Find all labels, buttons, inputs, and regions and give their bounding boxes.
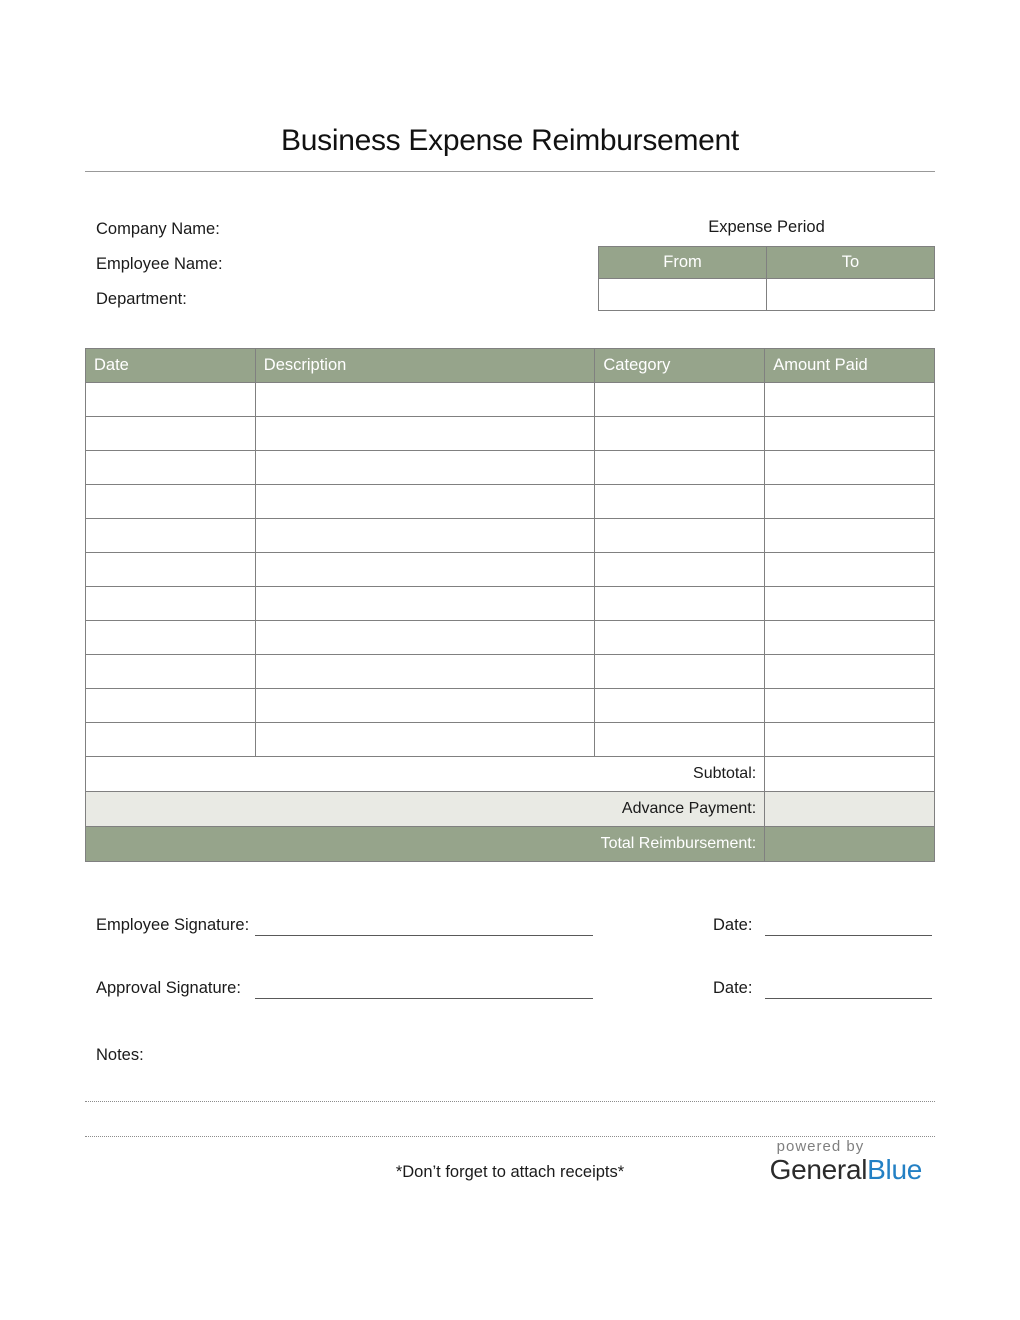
subtotal-label: Subtotal: (86, 757, 765, 792)
expense-cell-date[interactable] (86, 451, 256, 485)
powered-by-label: powered by (776, 1138, 865, 1155)
expense-table-row (86, 553, 935, 587)
expense-cell-description[interactable] (255, 383, 595, 417)
expense-table-row (86, 723, 935, 757)
brand-block (770, 1138, 922, 1185)
info-section (85, 212, 935, 317)
expense-table-row (86, 587, 935, 621)
subtotal-row (86, 757, 935, 792)
expense-cell-date[interactable] (86, 655, 256, 689)
expense-cell-category[interactable] (595, 451, 765, 485)
expense-cell-date[interactable] (86, 689, 256, 723)
approval-signature-label: Approval Signature: (96, 979, 241, 997)
expense-cell-category[interactable] (595, 553, 765, 587)
expense-table-row (86, 383, 935, 417)
expense-table-row (86, 655, 935, 689)
expense-cell-date[interactable] (86, 621, 256, 655)
expense-cell-date[interactable] (86, 417, 256, 451)
expense-period-block (598, 212, 935, 317)
expense-cell-category[interactable] (595, 621, 765, 655)
expense-cell-category[interactable] (595, 655, 765, 689)
expense-cell-amount[interactable] (765, 689, 935, 723)
expense-cell-description[interactable] (255, 485, 595, 519)
expense-table-row (86, 417, 935, 451)
column-header-description: Description (255, 349, 595, 383)
expense-cell-amount[interactable] (765, 417, 935, 451)
expense-cell-category[interactable] (595, 417, 765, 451)
employee-name-label: Employee Name: (96, 255, 223, 273)
attach-receipts-reminder: *Don’t forget to attach receipts* (395, 1163, 625, 1181)
expense-cell-description[interactable] (255, 519, 595, 553)
expense-cell-amount[interactable] (765, 485, 935, 519)
expense-table-body (86, 383, 935, 757)
department-label: Department: (96, 290, 187, 308)
expense-cell-amount[interactable] (765, 621, 935, 655)
period-to-value[interactable] (767, 279, 935, 311)
expense-cell-category[interactable] (595, 519, 765, 553)
expense-table-row (86, 485, 935, 519)
expense-cell-amount[interactable] (765, 723, 935, 757)
brand-part-blue: Blue (867, 1154, 922, 1185)
expense-table-header-row (86, 349, 935, 383)
expense-cell-category[interactable] (595, 587, 765, 621)
advance-payment-value[interactable] (765, 792, 935, 827)
expense-cell-date[interactable] (86, 383, 256, 417)
general-blue-logo (770, 1155, 922, 1185)
expense-cell-date[interactable] (86, 553, 256, 587)
expense-cell-description[interactable] (255, 553, 595, 587)
expense-cell-category[interactable] (595, 723, 765, 757)
advance-payment-label: Advance Payment: (86, 792, 765, 827)
total-reimbursement-row (86, 827, 935, 862)
employee-date-label: Date: (713, 916, 753, 934)
column-header-date: Date (86, 349, 256, 383)
approval-signature-row (85, 975, 935, 999)
notes-label: Notes: (96, 1046, 144, 1064)
expense-cell-amount[interactable] (765, 587, 935, 621)
employee-signature-line[interactable] (255, 916, 593, 936)
total-reimbursement-value[interactable] (765, 827, 935, 862)
expense-cell-date[interactable] (86, 519, 256, 553)
period-from-header: From (599, 247, 767, 279)
advance-payment-row (86, 792, 935, 827)
column-header-category: Category (595, 349, 765, 383)
expense-cell-amount[interactable] (765, 383, 935, 417)
expense-cell-date[interactable] (86, 485, 256, 519)
expense-table-row (86, 519, 935, 553)
period-from-value[interactable] (599, 279, 767, 311)
expense-cell-description[interactable] (255, 621, 595, 655)
document-header (85, 0, 935, 172)
document-footer (85, 1137, 935, 1207)
approval-date-label: Date: (713, 979, 753, 997)
brand-part-general: General (769, 1154, 868, 1185)
employee-signature-row (85, 912, 935, 936)
expense-cell-description[interactable] (255, 655, 595, 689)
expense-cell-description[interactable] (255, 451, 595, 485)
approval-date-line[interactable] (765, 979, 932, 999)
company-info (85, 212, 223, 317)
employee-signature-label: Employee Signature: (96, 916, 250, 934)
expense-table-row (86, 451, 935, 485)
expense-cell-category[interactable] (595, 485, 765, 519)
expense-cell-amount[interactable] (765, 519, 935, 553)
approval-signature-line[interactable] (255, 979, 593, 999)
expense-period-title: Expense Period (708, 218, 825, 236)
expense-table (85, 348, 935, 862)
expense-period-table (598, 246, 935, 311)
expense-cell-amount[interactable] (765, 553, 935, 587)
column-header-amount-paid: Amount Paid (765, 349, 935, 383)
expense-cell-description[interactable] (255, 417, 595, 451)
expense-cell-category[interactable] (595, 689, 765, 723)
employee-date-line[interactable] (765, 916, 932, 936)
expense-table-row (86, 621, 935, 655)
expense-cell-description[interactable] (255, 587, 595, 621)
expense-cell-description[interactable] (255, 723, 595, 757)
expense-cell-description[interactable] (255, 689, 595, 723)
expense-cell-date[interactable] (86, 723, 256, 757)
period-to-header: To (767, 247, 935, 279)
total-reimbursement-label: Total Reimbursement: (86, 827, 765, 862)
page-title: Business Expense Reimbursement (281, 124, 739, 157)
expense-table-row (86, 689, 935, 723)
expense-cell-amount[interactable] (765, 655, 935, 689)
expense-cell-amount[interactable] (765, 451, 935, 485)
company-name-label: Company Name: (96, 220, 220, 238)
notes-line-1[interactable] (85, 1101, 935, 1102)
expense-cell-category[interactable] (595, 383, 765, 417)
subtotal-value[interactable] (765, 757, 935, 792)
expense-cell-date[interactable] (86, 587, 256, 621)
